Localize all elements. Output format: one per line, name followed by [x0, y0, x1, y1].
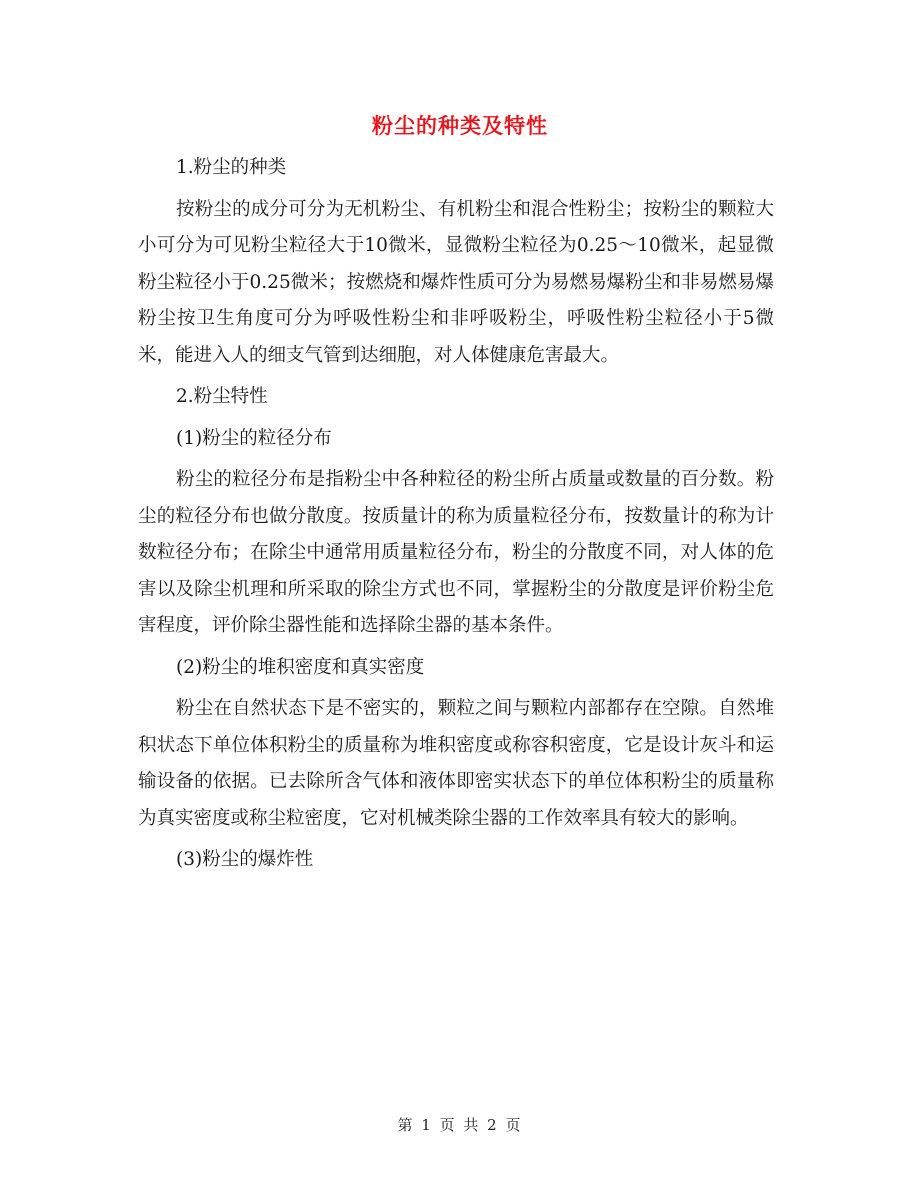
subheading-density: (2)粉尘的堆积密度和真实密度: [176, 656, 425, 678]
section-heading-dust-properties: 2.粉尘特性: [176, 386, 268, 407]
subheading-particle-size-distribution: (1)粉尘的粒径分布: [176, 427, 332, 449]
section-heading-dust-types: 1.粉尘的种类: [176, 157, 287, 178]
subheading-explosiveness: (3)粉尘的爆炸性: [176, 849, 314, 870]
paragraph-density: 粉尘在自然状态下是不密实的，颗粒之间与颗粒内部都存在空隙。自然堆积状态下单位体积粉尘的质量称为堆积密度或称容积密度，它是设计灰斗和运输设备的依据。已去除所含气体和液体即密实状态下的单位体积粉尘的质量称为真实密度或称尘粒密度，它对机械类除尘器的工作效率具有较大的影响。: [138, 698, 774, 829]
document-body: [138, 150, 774, 884]
page-title: 粉尘的种类及特性: [372, 113, 548, 138]
page-number: 第 1 页 共 2 页: [397, 1116, 523, 1134]
paragraph-particle-size-distribution: 粉尘的粒径分布是指粉尘中各种粒径的粉尘所占质量或数量的百分数。粉尘的粒径分布也做分散度。按质量计的称为质量粒径分布，按数量计的称为计数粒径分布；在除尘中通常用质量粒径分布，粉尘的分散度不同，对人体的危害以及除尘机理和所采取的除尘方式也不同，掌握粉尘的分散度是评价粉尘危害程度，评价除尘器性能和选择除尘器的基本条件。: [138, 469, 774, 636]
paragraph-dust-types: 按粉尘的成分可分为无机粉尘、有机粉尘和混合性粉尘；按粉尘的颗粒大小可分为可见粉尘粒径大于10微米，显微粉尘粒径为0.25～10微米，起显微粉尘粒径小于0.25微米；按燃烧和爆炸性质可分为易燃易爆粉尘和非易燃易爆粉尘按卫生角度可分为呼吸性粉尘和非呼吸粉尘，呼吸性粉尘粒径小于5微米，能进入人的细支气管到达细胞，对人体健康危害最大。: [138, 198, 774, 366]
